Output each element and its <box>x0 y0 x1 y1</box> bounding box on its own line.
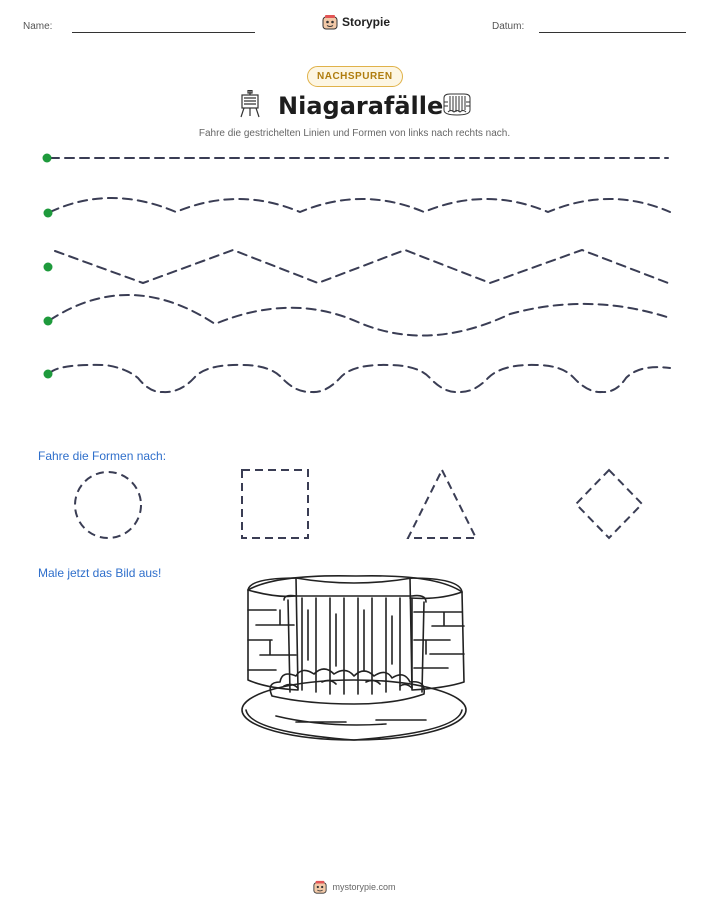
storypie-logo-icon <box>322 14 338 30</box>
name-label: Name: <box>23 21 53 32</box>
start-dot <box>44 370 53 379</box>
waterfall-coloring-image <box>236 570 472 752</box>
easel-icon <box>238 90 262 118</box>
shapes-section-label: Fahre die Formen nach: <box>38 449 167 463</box>
worksheet-tag: NACHSPUREN <box>307 66 403 87</box>
date-field-line[interactable] <box>539 32 686 33</box>
start-dot <box>44 317 53 326</box>
tracing-lines-area <box>0 140 709 410</box>
trace-line-wave-2 <box>50 295 670 336</box>
trace-line-bumps <box>50 365 670 392</box>
trace-line-zigzag <box>55 250 668 283</box>
storypie-logo-icon <box>313 880 327 894</box>
trace-triangle-shape <box>408 470 476 538</box>
trace-shapes-area <box>60 462 660 548</box>
footer-site-link[interactable]: mystorypie.com <box>332 882 396 892</box>
instructions-text: Fahre die gestrichelten Linien und Formen von links nach rechts nach. <box>198 128 511 139</box>
trace-square-shape <box>242 470 308 538</box>
trace-line-wave-1 <box>50 198 670 212</box>
waterfall-icon <box>441 92 473 118</box>
coloring-section-label: Male jetzt das Bild aus! <box>38 566 162 580</box>
start-dot <box>44 209 53 218</box>
footer <box>0 880 709 894</box>
brand-logo <box>322 14 390 30</box>
brand-name: Storypie <box>342 15 391 29</box>
start-dot <box>44 263 53 272</box>
trace-diamond-shape <box>576 470 642 538</box>
name-field-line[interactable] <box>72 32 255 33</box>
trace-circle-shape <box>75 472 141 538</box>
page-title: Niagarafälle <box>278 92 444 120</box>
start-dot <box>43 154 52 163</box>
date-label: Datum: <box>492 21 525 32</box>
